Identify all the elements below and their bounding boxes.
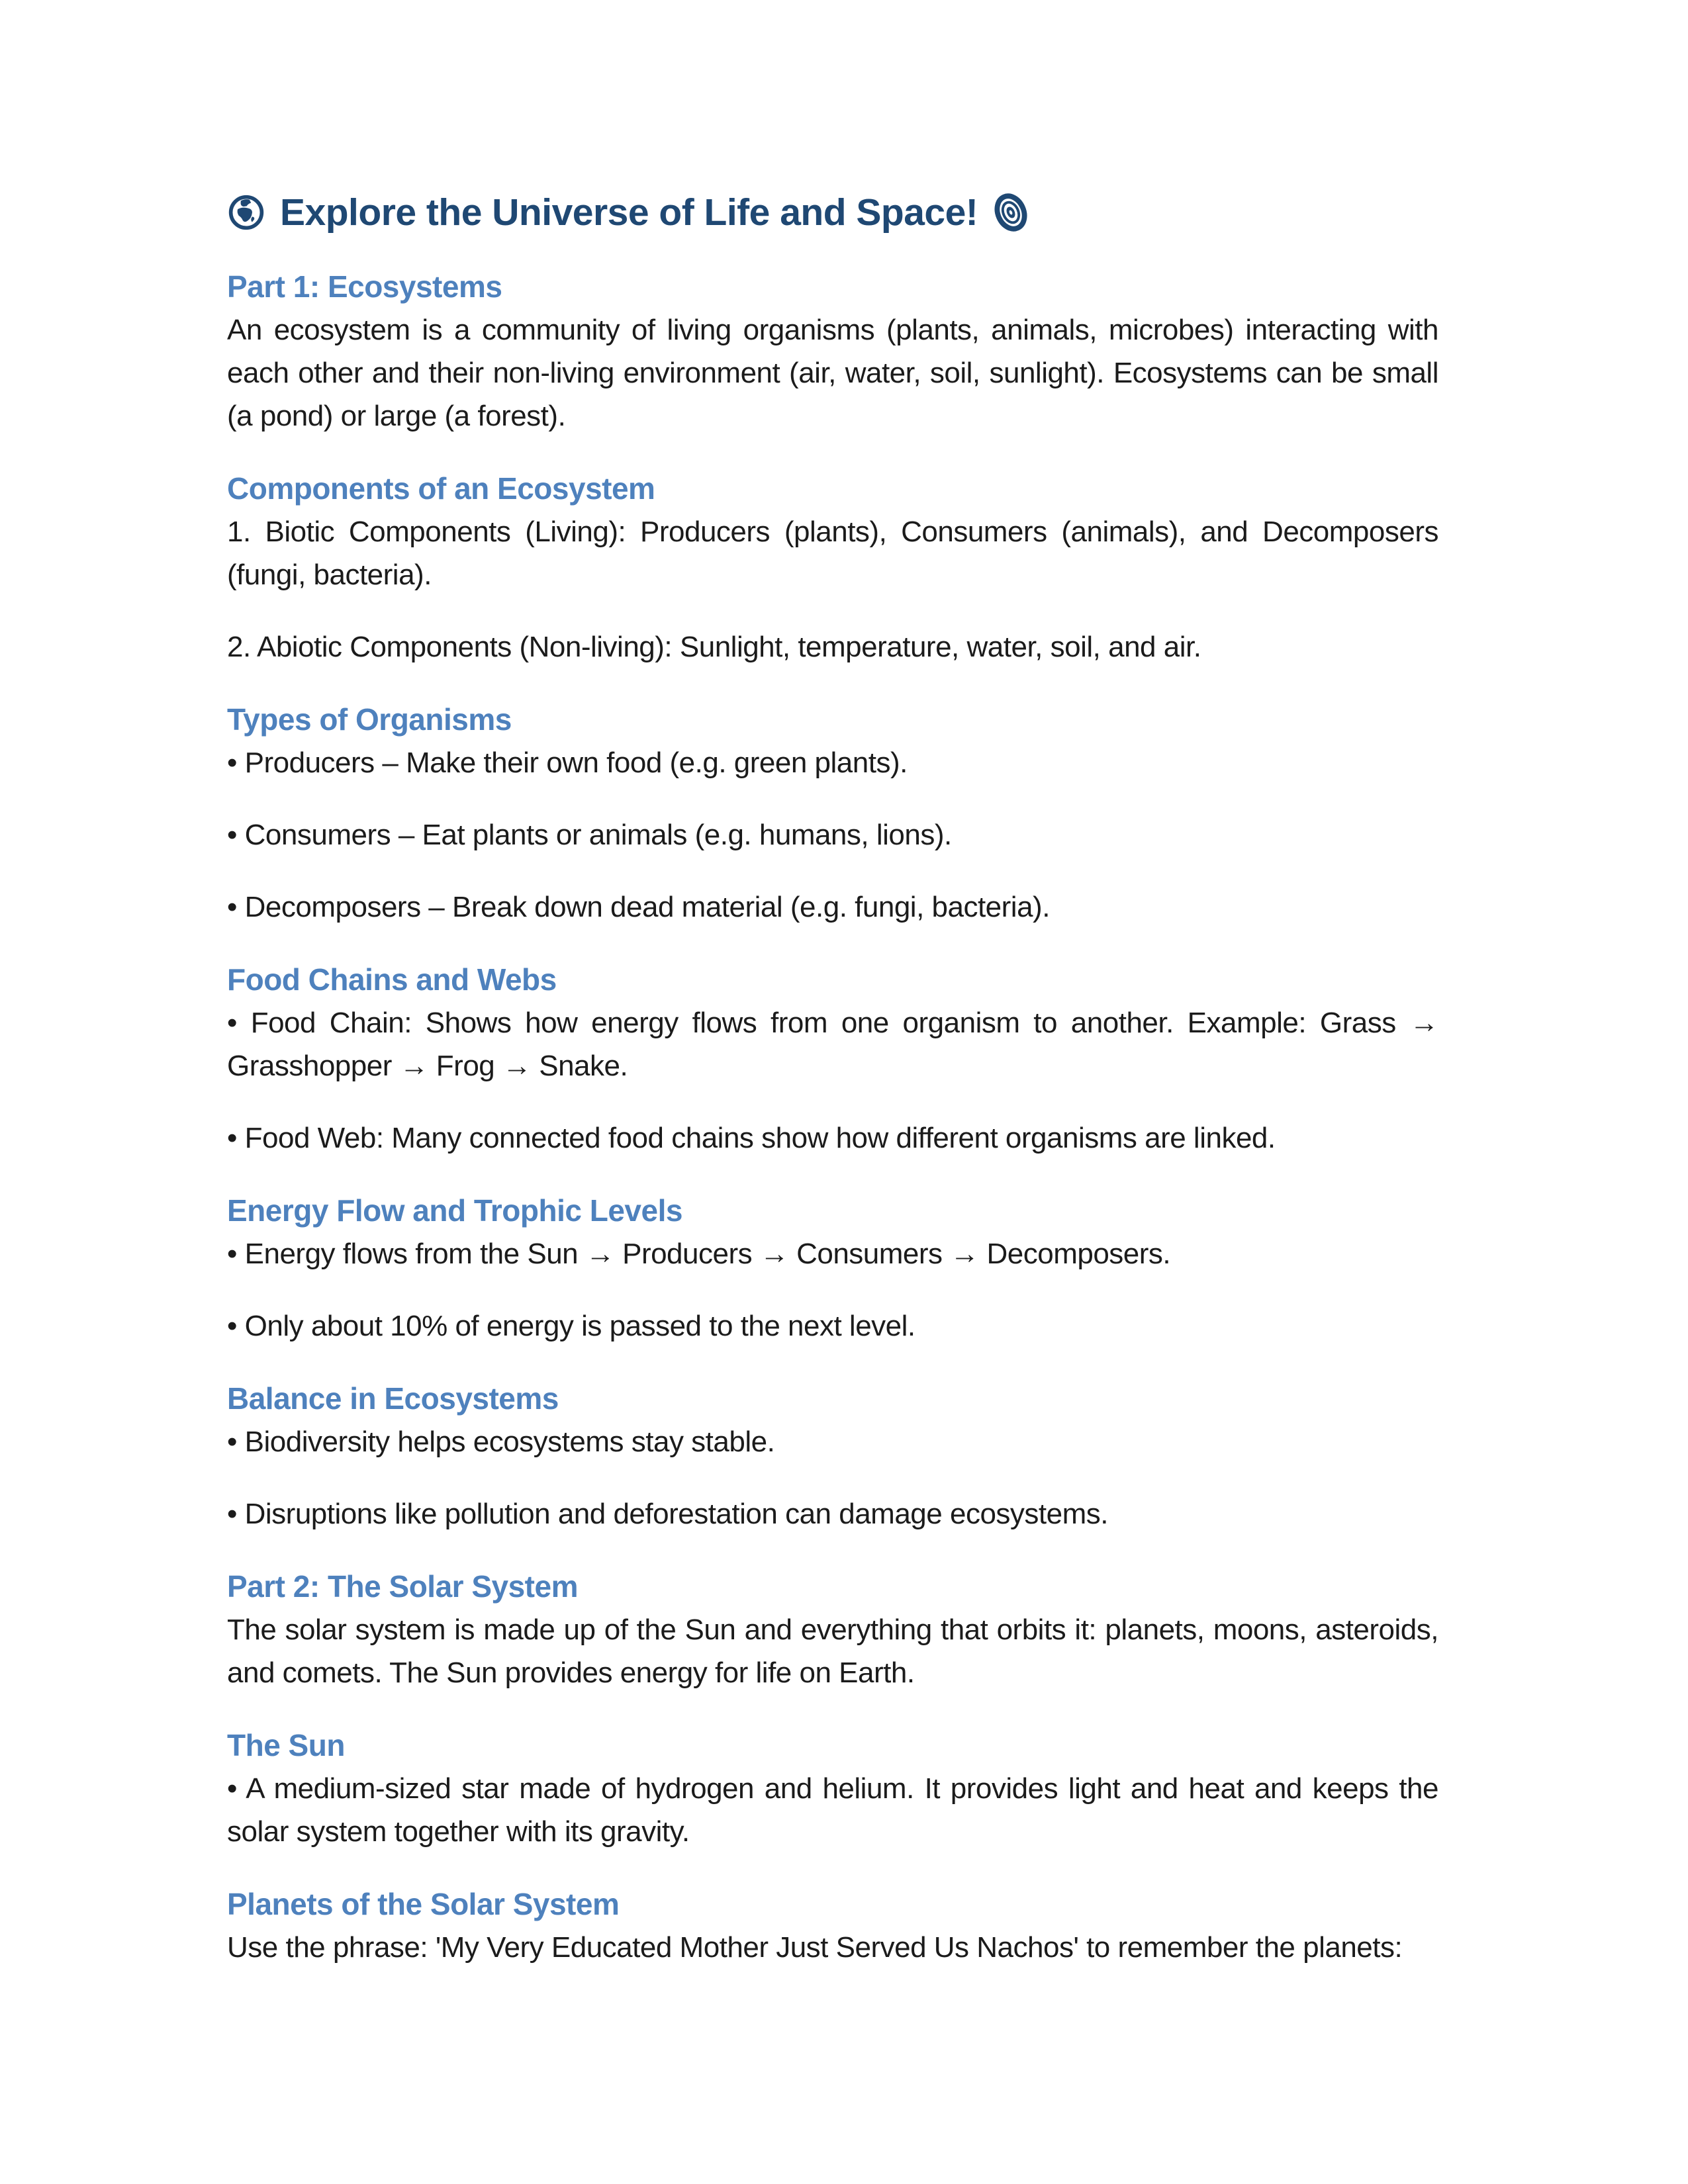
paragraph: • Consumers – Eat plants or animals (e.g. humans, lions). xyxy=(227,819,952,851)
document-section xyxy=(227,265,1438,437)
section-heading: Components of an Ecosystem xyxy=(227,471,655,506)
section-body xyxy=(227,1767,1438,1853)
section-body xyxy=(227,1001,1438,1160)
section-body xyxy=(227,741,1438,929)
document-section xyxy=(227,698,1438,929)
section-body xyxy=(227,1232,1438,1347)
paragraph: • Energy flows from the Sun → Producers → Consumers → Decomposers. xyxy=(227,1238,1171,1270)
section-body xyxy=(227,1926,1438,1969)
section-heading: Part 1: Ecosystems xyxy=(227,269,502,304)
section-heading: Planets of the Solar System xyxy=(227,1887,620,1921)
paragraph: The solar system is made up of the Sun and everything that orbits it: planets, moons, asteroids, and comets. The Sun provides energy for life on Earth. xyxy=(227,1614,1438,1689)
paragraph: • Producers – Make their own food (e.g. green plants). xyxy=(227,747,908,779)
paragraph: 1. Biotic Components (Living): Producers (plants), Consumers (animals), and Decomposers (fungi, bacteria). xyxy=(227,516,1438,591)
document-section xyxy=(227,1723,1438,1853)
document-section xyxy=(227,958,1438,1160)
section-body xyxy=(227,510,1438,668)
globe-earth-icon xyxy=(227,193,265,232)
section-body xyxy=(227,1420,1438,1535)
section-heading: The Sun xyxy=(227,1728,345,1762)
paragraph: • A medium-sized star made of hydrogen and helium. It provides light and heat and keeps the solar system together with its gravity. xyxy=(227,1772,1438,1848)
paragraph: • Only about 10% of energy is passed to the next level. xyxy=(227,1310,915,1342)
document-title: Explore the Universe of Life and Space! xyxy=(280,191,978,234)
section-body xyxy=(227,308,1438,437)
document-section xyxy=(227,1189,1438,1347)
paragraph: • Disruptions like pollution and deforestation can damage ecosystems. xyxy=(227,1498,1108,1530)
galaxy-spiral-icon xyxy=(992,191,1029,234)
section-heading: Food Chains and Webs xyxy=(227,962,557,997)
paragraph: • Biodiversity helps ecosystems stay stable. xyxy=(227,1426,775,1458)
document-section xyxy=(227,467,1438,668)
document-sections xyxy=(227,265,1438,1969)
document-title-row xyxy=(227,187,1438,238)
paragraph: Use the phrase: 'My Very Educated Mother Just Served Us Nachos' to remember the planets: xyxy=(227,1931,1403,1964)
document-section xyxy=(227,1565,1438,1694)
section-body xyxy=(227,1608,1438,1694)
paragraph: An ecosystem is a community of living organisms (plants, animals, microbes) interacting with each other and their non-living environment (air, water, soil, sunlight). Ecosystems can be small (a pond) or large (a forest). xyxy=(227,314,1438,432)
document-section xyxy=(227,1882,1438,1969)
section-heading: Types of Organisms xyxy=(227,702,512,737)
paragraph: • Food Chain: Shows how energy flows from one organism to another. Example: Grass → Grasshopper → Frog → Snake. xyxy=(227,1007,1438,1082)
paragraph: 2. Abiotic Components (Non-living): Sunlight, temperature, water, soil, and air. xyxy=(227,631,1201,663)
paragraph: • Food Web: Many connected food chains show how different organisms are linked. xyxy=(227,1122,1276,1154)
section-heading: Part 2: The Solar System xyxy=(227,1569,578,1604)
document-section xyxy=(227,1377,1438,1535)
section-heading: Balance in Ecosystems xyxy=(227,1381,559,1416)
section-heading: Energy Flow and Trophic Levels xyxy=(227,1193,682,1228)
paragraph: • Decomposers – Break down dead material (e.g. fungi, bacteria). xyxy=(227,891,1050,923)
